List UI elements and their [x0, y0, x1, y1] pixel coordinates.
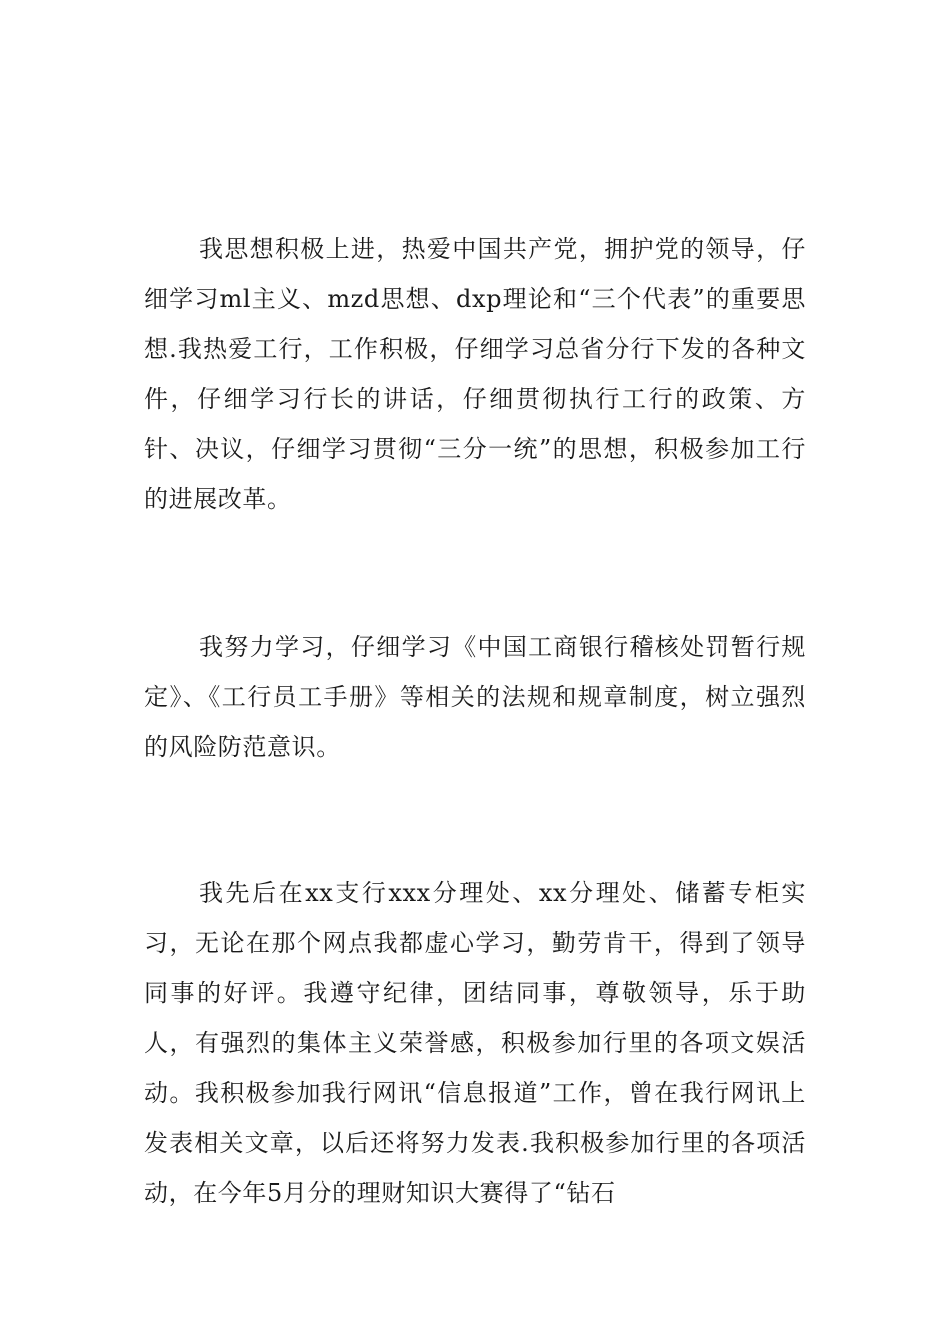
paragraph-political-study: 我思想积极上进，热爱中国共产党，拥护党的领导，仔细学习ml主义、mzd思想、dxp理论和“三个代表”的重要思想.我热爱工行，工作积极，仔细学习总省分行下发的各种文件，仔细学习行长的讲话，仔细贯彻执行工行的政策、方针、决议，仔细学习贯彻“三分一统”的思想，积极参加工行的进展改革。 — [144, 235, 806, 513]
paragraph-internship-experience: 我先后在xx支行xxx分理处、xx分理处、储蓄专柜实习，无论在那个网点我都虚心学习，勤劳肯干，得到了领导同事的好评。我遵守纪律，团结同事，尊敬领导，乐于助人，有强烈的集体主义荣誉感，积极参加行里的各项文娱活动。我积极参加我行网讯“信息报道”工作，曾在我行网讯上发表相关文章，以后还将努力发表.我积极参加行里的各项活动，在今年5月分的理财知识大赛得了“钻石 — [144, 879, 806, 1207]
paragraph-regulation-study: 我努力学习，仔细学习《中国工商银行稽核处罚暂行规定》、《工行员工手册》等相关的法规和规章制度，树立强烈的风险防范意识。 — [144, 633, 806, 761]
